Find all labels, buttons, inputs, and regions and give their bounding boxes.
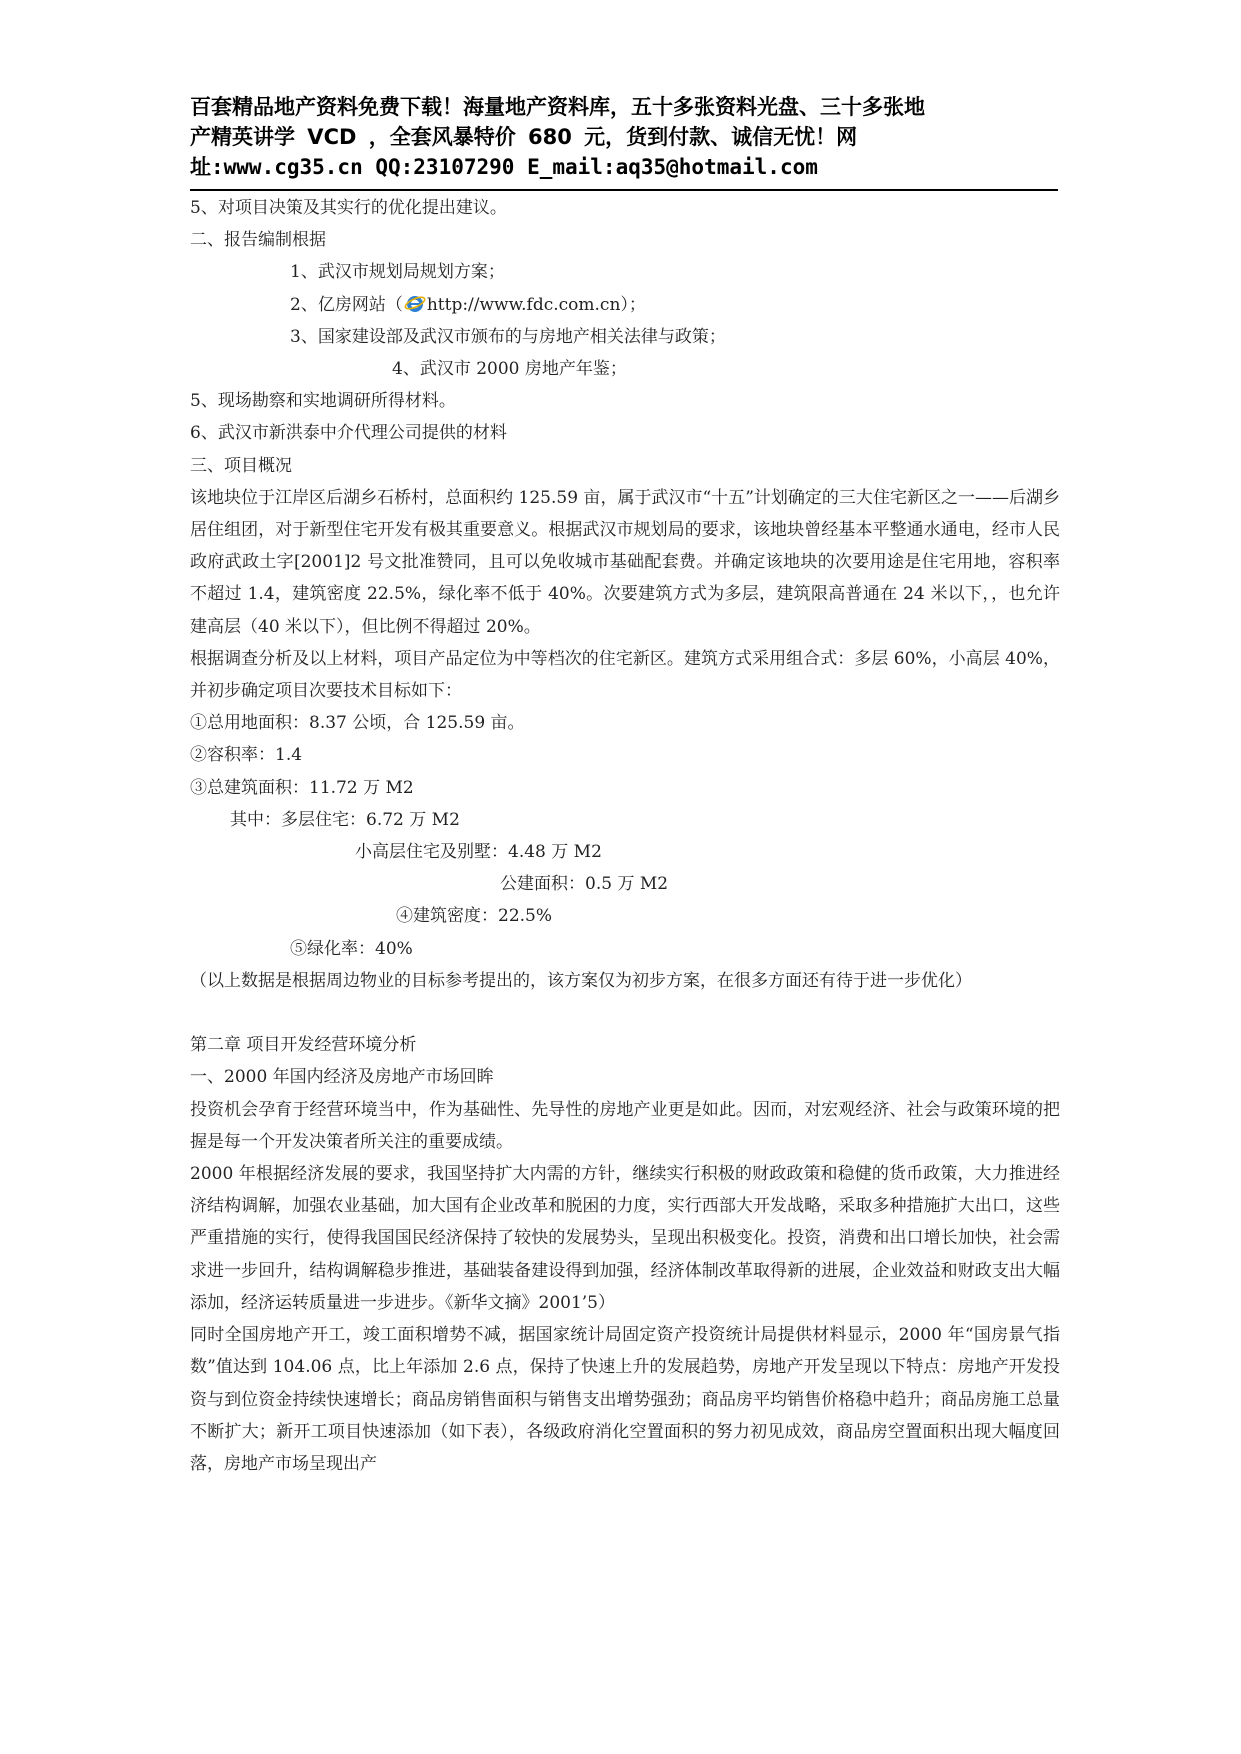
- advert-line-1: 百套精品地产资料免费下载！海量地产资料库，五十多张资料光盘、三十多张地: [190, 95, 925, 119]
- paragraph: 投资机会孕育于经营环境当中，作为基础性、先导性的房地产业更是如此。因而，对宏观经济、社会与政策环境的把握是每一个开发决策者所关注的重要成绩。: [190, 1099, 1060, 1152]
- metric-line: 其中：多层住宅：6.72 万 M2: [230, 809, 460, 830]
- list-item: 1、武汉市规划局规划方案；: [290, 262, 505, 283]
- paragraph: （以上数据是根据周边物业的目标参考提出的，该方案仅为初步方案，在很多方面还有待于进一步优化）: [190, 970, 972, 991]
- advert-line-2: 产精英讲学 VCD ，全套风暴特价 680 元，货到付款、诚信无忧！网: [190, 125, 858, 149]
- website-link[interactable]: http://www.fdc.com.cn）；: [426, 294, 646, 315]
- chapter-heading: 第二章 项目开发经营环境分析: [190, 1035, 417, 1056]
- section-heading: 二、报告编制根据: [190, 230, 326, 251]
- metric-line: ①总用地面积：8.37 公顷，合 125.59 亩。: [190, 713, 525, 734]
- advert-header: [190, 92, 1060, 182]
- list-item: [190, 289, 1060, 321]
- internet-explorer-icon: [404, 292, 426, 314]
- paragraph: 同时全国房地产开工，竣工面积增势不减，据国家统计局固定资产投资统计局提供材料显示，2000 年“国房景气指数”值达到 104.06 点，比上年添加 2.6 点，保持了快速上升的发展趋势，房地产开发呈现以下特点：房地产开发投资与到位资金持续快速增长；商品房销售面积与销售支出增势强劲；商品房平均销售价格稳中趋升；商品房施工总量不断扩大；新开工项目快速添加（如下表），各级政府消化空置面积的努力初见成效，商品房空置面积出现大幅度回落，房地产市场呈现出产: [190, 1325, 1060, 1474]
- metric-line: ②容积率：1.4: [190, 745, 303, 766]
- document-body: [190, 192, 1060, 1480]
- list-item: 4、武汉市 2000 房地产年鉴；: [392, 359, 627, 380]
- metric-line: ③总建筑面积：11.72 万 M2: [190, 777, 414, 798]
- advert-line-3[interactable]: 址:www.cg35.cn QQ:23107290 E_mail:aq35@hotmail.com: [190, 155, 818, 179]
- paragraph: 2000 年根据经济发展的要求，我国坚持扩大内需的方针，继续实行积极的财政政策和稳健的货币政策，大力推进经济结构调解，加强农业基础，加大国有企业改革和脱困的力度，实行西部大开发战略，采取多种措施扩大出口，这些严重措施的实行，使得我国国民经济保持了较快的发展势头，呈现出积极变化。投资，消费和出口增长加快，社会需求进一步回升，结构调解稳步推进，基础装备建设得到加强，经济体制改革取得新的进展，企业效益和财政支出大幅添加，经济运转质量进一步进步。《新华文摘》2001’5）: [190, 1164, 1060, 1313]
- header-divider: [190, 189, 1058, 191]
- section-heading: 三、项目概况: [190, 455, 292, 476]
- metric-line: ④建筑密度：22.5%: [396, 906, 553, 927]
- blank-line: [190, 997, 1060, 1029]
- text-line: 5、现场勘察和实地调研所得材料。: [190, 391, 456, 412]
- paragraph: 该地块位于江岸区后湖乡石桥村，总面积约 125.59 亩，属于武汉市“十五”计划确定的三大住宅新区之一——后湖乡居住组团，对于新型住宅开发有极其重要意义。根据武汉市规划局的要求，该地块曾经基本平整通水通电，经市人民政府武政土字[2001]2 号文批准赞同，且可以免收城市基础配套费。并确定该地块的次要用途是住宅用地，容积率不超过 1.4，建筑密度 22.5%，绿化率不低于 40%。次要建筑方式为多层，建筑限高普通在 24 米以下，，也允许建高层（40 米以下），但比例不得超过 20%。: [190, 487, 1060, 637]
- metric-line: 公建面积：0.5 万 M2: [500, 874, 669, 895]
- metric-line: 小高层住宅及别墅：4.48 万 M2: [355, 842, 602, 863]
- text-line: 6、武汉市新洪泰中介代理公司提供的材料: [190, 423, 507, 444]
- list-item: 3、国家建设部及武汉市颁布的与房地产相关法律与政策；: [290, 326, 726, 347]
- text-line: 5、对项目决策及其实行的优化提出建议。: [190, 198, 507, 218]
- metric-line: ⑤绿化率：40%: [290, 938, 413, 959]
- list-item-label: 2、亿房网站（: [290, 294, 403, 315]
- section-heading: 一、2000 年国内经济及房地产市场回眸: [190, 1067, 494, 1088]
- paragraph: 根据调查分析及以上材料，项目产品定位为中等档次的住宅新区。建筑方式采用组合式：多层 60%，小高层 40%，并初步确定项目次要技术目标如下：: [190, 648, 1060, 702]
